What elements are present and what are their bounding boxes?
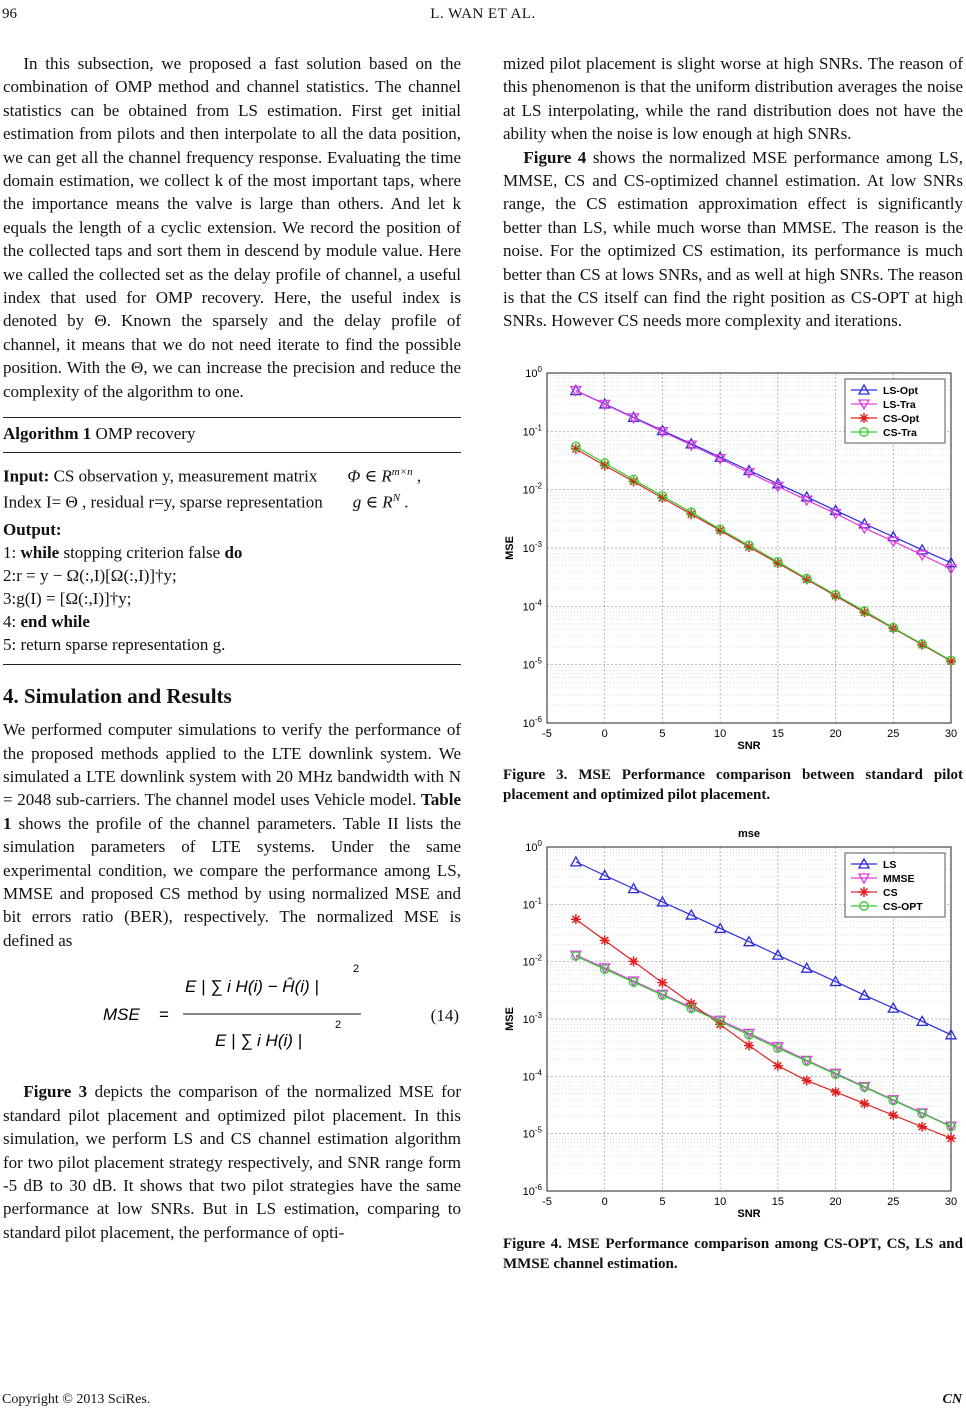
x-tick-label: 30 — [944, 1196, 958, 1209]
legend — [845, 853, 945, 917]
x-axis-label: SNR — [737, 739, 761, 752]
algorithm-line-3: 3:g(I) = [Ω(:,I)]†y; — [3, 588, 132, 608]
y-tick-label: $10^{-4}$ — [522, 598, 542, 614]
paragraph-figure4: Figure 4 shows the normalized MSE performance among LS, MMSE, CS and CS-optimized channel estimation. At low SNRs range, the CS estimation approximation effect is significantly better than LS, while much worse than MMSE. The reason is the noise. For the optimized CS estimation, its performance is much better than CS at lows SNRs, and as well at high SNRs. The reason is that the CS itself can find the right position as CS-OPT at high SNRs. However CS needs more complexity and iterations. — [503, 147, 963, 331]
eq-numerator: E | ∑ i H(i) − Ĥ(i) | — [185, 977, 319, 997]
legend-entry: CS-OPT — [883, 901, 923, 914]
algorithm-line-5: 5: return sparse representation g. — [3, 634, 226, 654]
y-tick-label: $10^0$ — [525, 364, 542, 380]
y-tick-label: $10^{-2}$ — [522, 953, 542, 969]
x-tick-label: 15 — [771, 1196, 784, 1209]
y-axis-label: MSE — [504, 1007, 516, 1032]
legend-entry: LS-Opt — [883, 384, 918, 397]
equation-14 — [3, 958, 461, 1070]
legend-entry: CS-Tra — [883, 426, 917, 439]
x-tick-label: 15 — [771, 727, 784, 740]
y-tick-label: $10^{-2}$ — [522, 481, 542, 497]
x-tick-label: 20 — [829, 1196, 842, 1209]
algorithm-input-line: Input: CS observation y, measurement matrix Φ ∈ $R^{m\times n}$ , — [3, 465, 422, 486]
paragraph-figure3: Figure 3 depicts the comparison of the normalized MSE for standard pilot placement and optimized pilot placement. In this simulation, we perform LS and CS channel estimation algorithm for two pilot placement strategy respectively, and SNR range form -5 dB to 30 dB. It shows that two pilot strategies have the same performance at low SNRs. But in LS estimation, comparing to standard pilot placement, the performance of opti- — [3, 1082, 461, 1242]
figure-3-chart — [503, 363, 963, 753]
legend-marker — [859, 887, 869, 897]
legend-entry: LS — [883, 859, 897, 872]
y-tick-label: $10^{-1}$ — [522, 896, 542, 912]
algorithm-output-label: Output: — [3, 519, 62, 539]
paragraph-continuation: mized pilot placement is slight worse at high SNRs. The reason of this phenomenon is that the uniform distribution averages the noise at LS interpolating, while the rand distribution does not have the ability when the noise is low enough at high SNRs. — [503, 54, 963, 144]
page-header — [0, 0, 966, 26]
y-tick-label: $10^{-6}$ — [522, 1183, 542, 1199]
svg-text:=: = — [159, 1005, 169, 1025]
figure-4 — [503, 821, 963, 1227]
x-tick-label: 0 — [601, 1196, 608, 1209]
algorithm-line-4: 4: end while — [3, 611, 90, 631]
figure-4-chart — [503, 821, 963, 1221]
figure-4-caption: Figure 4. MSE Performance comparison among CS-OPT, CS, LS and MMSE channel estimation. — [503, 1235, 963, 1272]
equation-number: (14) — [430, 1006, 459, 1026]
legend-entry: CS — [883, 887, 898, 900]
legend-entry: LS-Tra — [883, 398, 916, 411]
algorithm-title: Algorithm 1 OMP recovery — [3, 422, 461, 452]
legend-marker — [859, 413, 869, 423]
x-tick-label: -5 — [542, 727, 552, 740]
x-tick-label: 25 — [887, 1196, 900, 1209]
x-tick-label: 0 — [601, 727, 608, 740]
y-tick-label: $10^{-4}$ — [522, 1068, 542, 1084]
y-tick-label: $10^{-5}$ — [522, 1125, 542, 1141]
right-column — [503, 52, 963, 1284]
x-tick-label: 5 — [659, 1196, 666, 1209]
y-axis-label: MSE — [504, 535, 516, 560]
figure-3-caption: Figure 3. MSE Performance comparison between standard pilot placement and optimized pilot placement. — [503, 767, 963, 804]
x-tick-label: 5 — [659, 727, 666, 740]
y-tick-label: $10^{-1}$ — [522, 423, 542, 439]
eq-den-exponent: 2 — [335, 1019, 342, 1032]
algorithm-index-line: Index I= Θ , residual r=y, sparse representation g ∈ $R^N$ . — [3, 492, 409, 512]
eq-num-exponent: 2 — [353, 963, 360, 976]
journal-abbrev: CN — [942, 1392, 962, 1407]
x-tick-label: 10 — [714, 1196, 727, 1209]
paragraph-simulation: We performed computer simulations to verify the performance of the proposed methods applied to the LTE downlink system. We simulated a LTE downlink system with 20 MHz bandwidth with N = 2048 sub-carriers. The channel model uses Vehicle model. Table 1 shows the profile of the channel parameters. Table II lists the simulation parameters of LTE systems. Under the same experimental condition, we compare the performance among LS, MMSE and proposed CS method by using normalized MSE and bit errors ratio (BER), respectively. The normalized MSE is defined as — [3, 720, 461, 950]
x-tick-label: 20 — [829, 727, 842, 740]
data-point — [888, 1110, 898, 1120]
x-tick-label: 10 — [714, 727, 727, 740]
y-tick-label: $10^{-5}$ — [522, 656, 542, 672]
page-number: 96 — [2, 6, 17, 22]
figure-3 — [503, 363, 963, 759]
running-head: L. WAN ET AL. — [430, 6, 536, 22]
x-tick-label: 30 — [944, 727, 958, 740]
eq-lhs: MSE — [103, 1005, 140, 1025]
y-tick-label: $10^{-3}$ — [522, 1011, 542, 1027]
chart-title: mse — [737, 828, 761, 841]
legend-entry: CS-Opt — [883, 412, 920, 425]
algorithm-box — [3, 417, 461, 665]
legend-entry: MMSE — [883, 873, 915, 886]
copyright: Copyright © 2013 SciRes. — [2, 1392, 151, 1407]
algorithm-line-2: 2:r = y − Ω(:,I)[Ω(:,I)]†y; — [3, 565, 177, 585]
x-tick-label: -5 — [542, 1196, 552, 1209]
left-column — [3, 52, 461, 1244]
legend — [845, 379, 945, 443]
y-tick-label: $10^{-3}$ — [522, 539, 542, 555]
eq-denominator: E | ∑ i H(i) | — [215, 1031, 303, 1051]
y-tick-label: $10^{-6}$ — [522, 714, 542, 730]
section-title: 4. Simulation and Results — [3, 683, 232, 708]
algorithm-line-1: 1: while stopping criterion false do — [3, 542, 243, 562]
x-tick-label: 25 — [887, 727, 900, 740]
x-axis-label: SNR — [737, 1208, 761, 1221]
paragraph-omp-solution: In this subsection, we proposed a fast solution based on the combination of OMP method and channel statistics. The channel statistics can be obtained from LS estimation. First get initial estimation from pilots and then interpolate to all the data position, we can get all the channel frequency response. Evaluating the time domain estimation, we collect k of the most important taps, where the importance means the valve is large than others. And let k equals the length of a cyclic extension. We record the position of the collected taps and sort them in descend by module value. Here we called the collected set as the delay profile of channel, a useful index that used for OMP recovery. Here, the useful index is denoted by Θ. Known the sparsely and the delay profile of channel, it means that we do not need iterate to find the possible position. With the Θ, we can increase the precision and reduce the complexity of the algorithm to one. — [3, 54, 461, 401]
y-tick-label: $10^0$ — [525, 839, 542, 855]
